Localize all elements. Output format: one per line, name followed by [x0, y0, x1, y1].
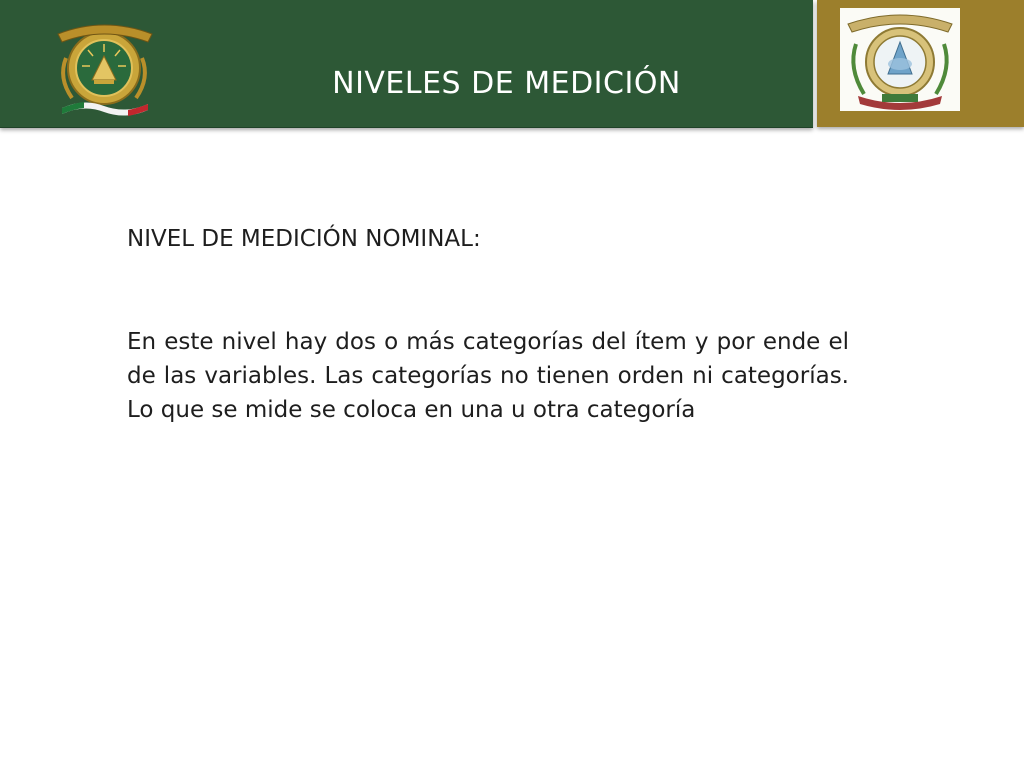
university-crest-icon: [48, 18, 164, 118]
slide-title: NIVELES DE MEDICIÓN: [332, 66, 681, 101]
university-seal-icon: [840, 8, 960, 111]
section-heading: NIVEL DE MEDICIÓN NOMINAL:: [127, 226, 481, 252]
header-band: [0, 0, 813, 128]
body-paragraph: En este nivel hay dos o más categorías del ítem y por ende el de las variables. Las categorías no tienen orden ni categorías. Lo que se mide se coloca en una u otra categoría: [127, 329, 849, 423]
right-crest-frame: [840, 8, 960, 111]
